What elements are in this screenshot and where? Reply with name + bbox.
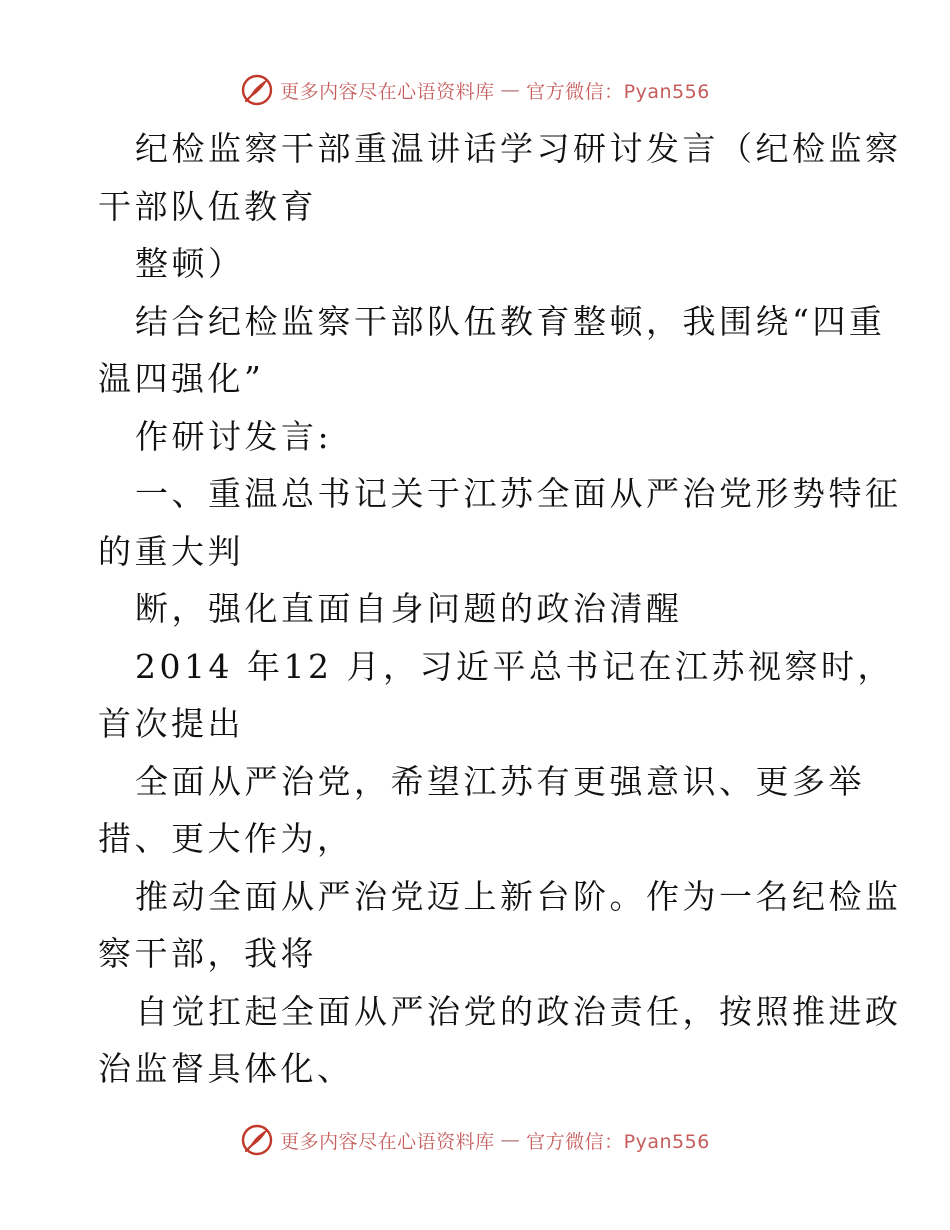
text-line: 首次提出 <box>98 704 244 743</box>
text-line: 自觉扛起全面从严治党的政治责任，按照推进政 <box>135 991 902 1031</box>
footer-watermark <box>0 1120 950 1160</box>
feather-pen-logo-icon <box>240 1123 274 1157</box>
text-line: 一、重温总书记关于江苏全面从严治党形势特征 <box>135 474 902 513</box>
watermark-separator: — <box>500 1129 521 1151</box>
text-line: 温四强化” <box>98 359 265 398</box>
document-body <box>98 120 902 1098</box>
text-line: 全面从严治党，希望江苏有更强意识、更多举 <box>135 761 865 801</box>
text-line: 推动全面从严治党迈上新台阶。作为一名纪检监 <box>135 876 902 916</box>
text-line: 措、更大作为， <box>98 819 354 858</box>
text-line: 干部队伍教育 <box>98 186 317 226</box>
header-watermark <box>0 70 950 110</box>
watermark-separator: — <box>500 79 521 101</box>
text-line: 治监督具体化、 <box>98 1049 354 1088</box>
watermark-wechat-text: 官方微信：Pyan556 <box>526 1130 710 1153</box>
watermark-brand-text: 更多内容尽在心语资料库 <box>280 80 495 103</box>
text-line: 整顿） <box>135 244 245 283</box>
text-line: 的重大判 <box>98 531 244 571</box>
feather-pen-logo-icon <box>240 73 274 107</box>
text-line: 断，强化直面自身问题的政治清醒 <box>135 589 683 628</box>
watermark-wechat-text: 官方微信：Pyan556 <box>526 80 710 103</box>
text-line: 纪检监察干部重温讲话学习研讨发言（纪检监察 <box>135 129 902 168</box>
text-line: 结合纪检监察干部队伍教育整顿，我围绕“四重 <box>135 301 886 341</box>
text-line: 作研讨发言: <box>135 416 333 456</box>
text-line: 察干部，我将 <box>98 934 317 973</box>
text-line: 2014 年12 月，习近平总书记在江苏视察时， <box>135 646 894 686</box>
watermark-brand-text: 更多内容尽在心语资料库 <box>280 1130 495 1153</box>
